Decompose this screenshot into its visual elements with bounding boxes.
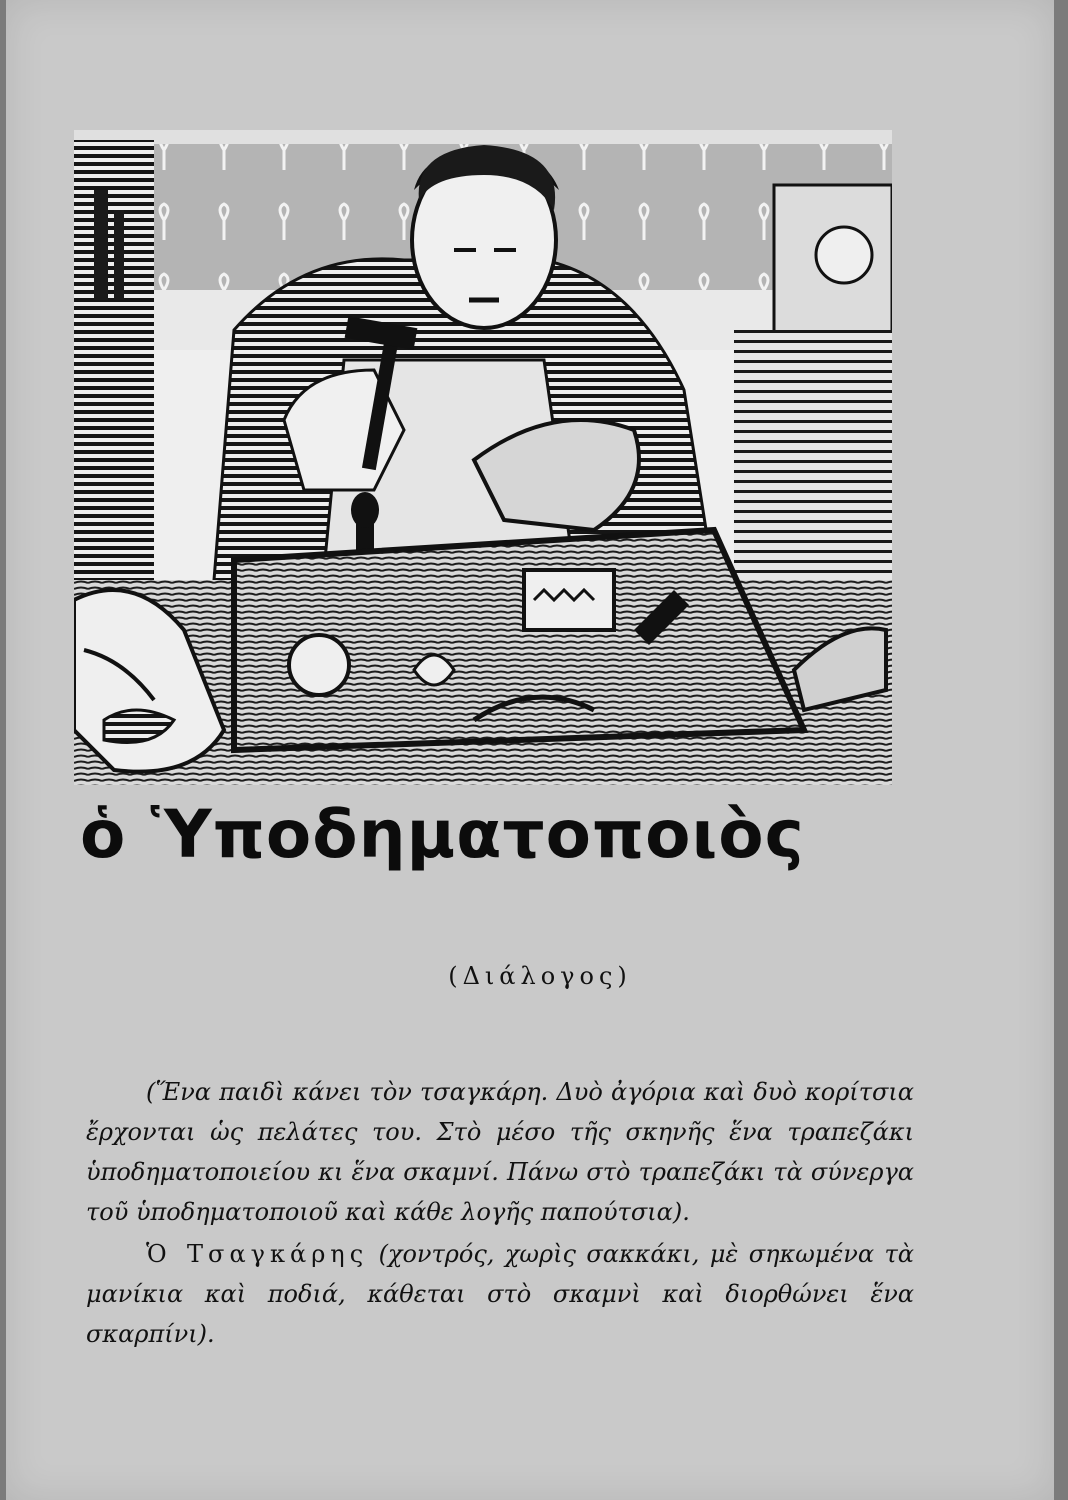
woodcut-illustration <box>74 130 892 785</box>
stage-direction-paragraph: (Ἕνα παιδὶ κάνει τὸν τσαγκάρη. Δυὸ ἀγόρια καὶ δυὸ κορίτσια ἔρχονται ὡς πελάτες του. Στὸ μέσο τῆς σκηνῆς ἕνα τραπεζάκι ὑποδηματοποιείου κι ἕνα σκαμνί. Πάνω στὸ τραπεζάκι τὰ σύνεργα τοῦ ὑποδηματοποιοῦ καὶ κάθε λογῆς παπούτσια). <box>86 1078 914 1226</box>
character-description-paragraph <box>86 1234 914 1354</box>
speaker-name: Ὁ Τσαγκάρης <box>146 1240 369 1268</box>
book-page <box>6 0 1054 1500</box>
character-description-text: (χοντρός, χωρὶς σακκάκι, μὲ σηκωμένα τὰ μανίκια καὶ ποδιά, κάθεται στὸ σκαμνὶ καὶ διορθώνει ἕνα σκαρπίνι). <box>86 1240 914 1348</box>
shoemaker-illustration-icon <box>74 130 892 785</box>
page-subtitle: (Διάλογος) <box>448 962 632 990</box>
page-title: ὁ Ὑποδηματοποιὸς <box>80 796 805 873</box>
